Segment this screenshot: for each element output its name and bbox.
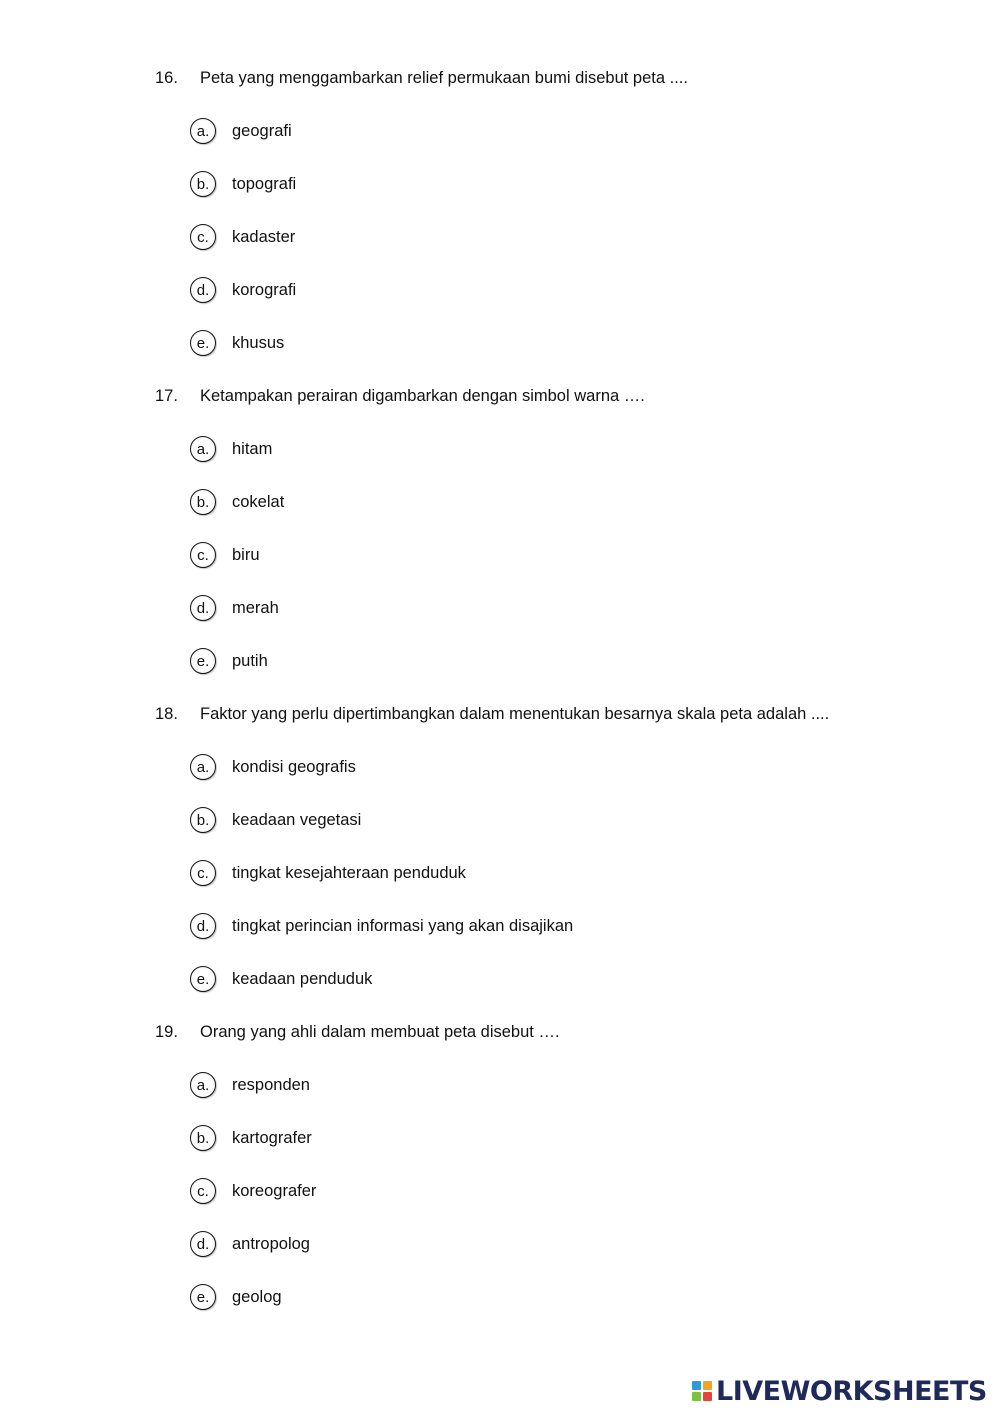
option-e[interactable] [190,1282,282,1312]
option-text: tingkat perincian informasi yang akan disajikan [232,916,574,935]
option-a[interactable] [190,752,356,782]
question-prompt [155,384,645,408]
option-text: hitam [232,439,273,458]
option-b[interactable] [190,487,284,517]
option-c[interactable] [190,222,295,252]
option-text: antropolog [232,1234,310,1253]
option-text: topografi [232,174,297,193]
option-bubble[interactable]: c. [190,224,216,250]
question-text: Faktor yang perlu dipertimbangkan dalam menentukan besarnya skala peta adalah .... [200,704,830,723]
logo-mark-square [692,1381,701,1390]
question-prompt [155,1020,560,1044]
option-text: keadaan penduduk [232,969,373,988]
question-prompt [155,66,688,90]
question-number: 18. [155,704,178,723]
option-bubble[interactable]: a. [190,754,216,780]
question-number: 17. [155,386,178,405]
option-d[interactable] [190,911,573,941]
question-number: 19. [155,1022,178,1041]
option-bubble[interactable]: e. [190,1284,216,1310]
option-b[interactable] [190,169,296,199]
option-bubble[interactable]: b. [190,489,216,515]
option-text: koreografer [232,1181,317,1200]
option-text: korografi [232,280,297,299]
option-b[interactable] [190,1123,312,1153]
question-number: 16. [155,68,178,87]
option-text: kondisi geografis [232,757,356,776]
option-bubble[interactable]: c. [190,1178,216,1204]
option-bubble[interactable]: d. [190,277,216,303]
option-text: kadaster [232,227,296,246]
option-bubble[interactable]: e. [190,648,216,674]
liveworksheets-logo [692,1376,987,1406]
logo-mark-square [703,1392,712,1401]
option-e[interactable] [190,328,284,358]
option-b[interactable] [190,805,361,835]
option-d[interactable] [190,1229,310,1259]
option-bubble[interactable]: c. [190,542,216,568]
option-text: putih [232,651,268,670]
option-text: keadaan vegetasi [232,810,362,829]
option-c[interactable] [190,858,466,888]
option-text: kartografer [232,1128,312,1147]
option-bubble[interactable]: d. [190,913,216,939]
logo-mark-square [692,1392,701,1401]
question-text: Ketampakan perairan digambarkan dengan simbol warna …. [200,386,645,405]
option-d[interactable] [190,593,279,623]
option-bubble[interactable]: b. [190,807,216,833]
option-a[interactable] [190,116,292,146]
logo-mark-square [703,1381,712,1390]
option-bubble[interactable]: b. [190,171,216,197]
option-text: responden [232,1075,310,1094]
liveworksheets-logo-icon [692,1381,712,1401]
question-prompt [155,702,829,726]
option-text: khusus [232,333,285,352]
option-text: geografi [232,121,292,140]
option-bubble[interactable]: e. [190,330,216,356]
logo-text: LIVEWORKSHEETS [716,1375,987,1407]
question-text: Peta yang menggambarkan relief permukaan bumi disebut peta .... [200,68,688,87]
option-e[interactable] [190,964,372,994]
option-bubble[interactable]: e. [190,966,216,992]
option-bubble[interactable]: a. [190,1072,216,1098]
option-text: merah [232,598,279,617]
option-text: tingkat kesejahteraan penduduk [232,863,466,882]
option-text: biru [232,545,260,564]
option-c[interactable] [190,1176,316,1206]
option-a[interactable] [190,434,272,464]
option-bubble[interactable]: b. [190,1125,216,1151]
option-bubble[interactable]: a. [190,436,216,462]
option-e[interactable] [190,646,268,676]
option-d[interactable] [190,275,296,305]
question-text: Orang yang ahli dalam membuat peta disebut …. [200,1022,560,1041]
option-bubble[interactable]: d. [190,1231,216,1257]
option-text: cokelat [232,492,285,511]
option-c[interactable] [190,540,260,570]
option-bubble[interactable]: d. [190,595,216,621]
option-bubble[interactable]: c. [190,860,216,886]
option-text: geolog [232,1287,282,1306]
option-a[interactable] [190,1070,310,1100]
option-bubble[interactable]: a. [190,118,216,144]
